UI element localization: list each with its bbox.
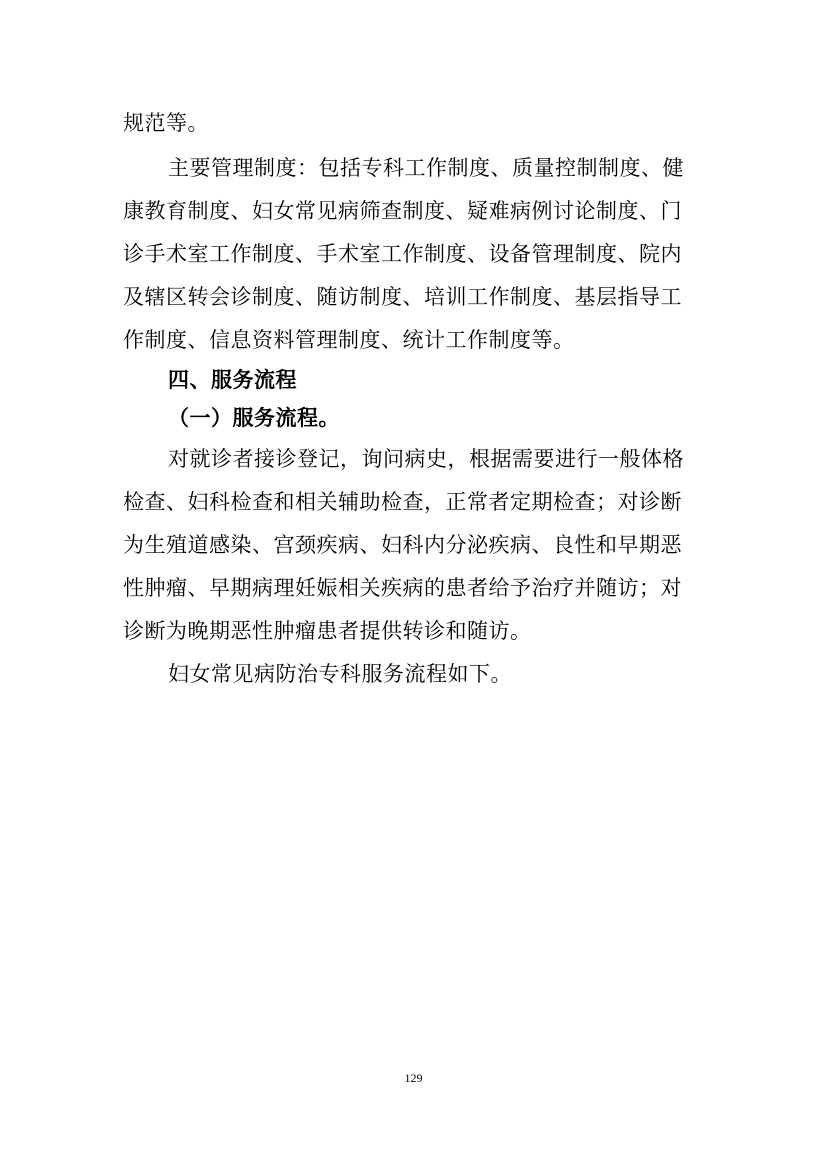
- text-line: 性肿瘤、早期病理妊娠相关疾病的患者给予治疗并随访；对: [123, 576, 682, 600]
- page-number: 129: [404, 1071, 423, 1085]
- text-line: 规范等。: [123, 111, 209, 135]
- text-line: 及辖区转会诊制度、随访制度、培训工作制度、基层指导工: [123, 285, 682, 309]
- section-heading: 四、服务流程: [168, 368, 297, 392]
- text-line: 康教育制度、妇女常见病筛查制度、疑难病例讨论制度、门: [123, 199, 682, 223]
- text-line: 主要管理制度：包括专科工作制度、质量控制制度、健: [168, 156, 684, 180]
- text-line: 诊断为晚期恶性肿瘤患者提供转诊和随访。: [123, 619, 532, 643]
- text-line: 对就诊者接诊登记，询问病史，根据需要进行一般体格: [168, 447, 684, 471]
- text-line: 妇女常见病防治专科服务流程如下。: [168, 662, 512, 686]
- text-line: 为生殖道感染、宫颈疾病、妇科内分泌疾病、良性和早期恶: [123, 533, 682, 557]
- text-line: 作制度、信息资料管理制度、统计工作制度等。: [123, 328, 575, 352]
- text-line: 检查、妇科检查和相关辅助检查，正常者定期检查；对诊断: [123, 490, 682, 514]
- text-line: 诊手术室工作制度、手术室工作制度、设备管理制度、院内: [123, 242, 682, 266]
- subsection-heading: （一）服务流程。: [168, 406, 340, 430]
